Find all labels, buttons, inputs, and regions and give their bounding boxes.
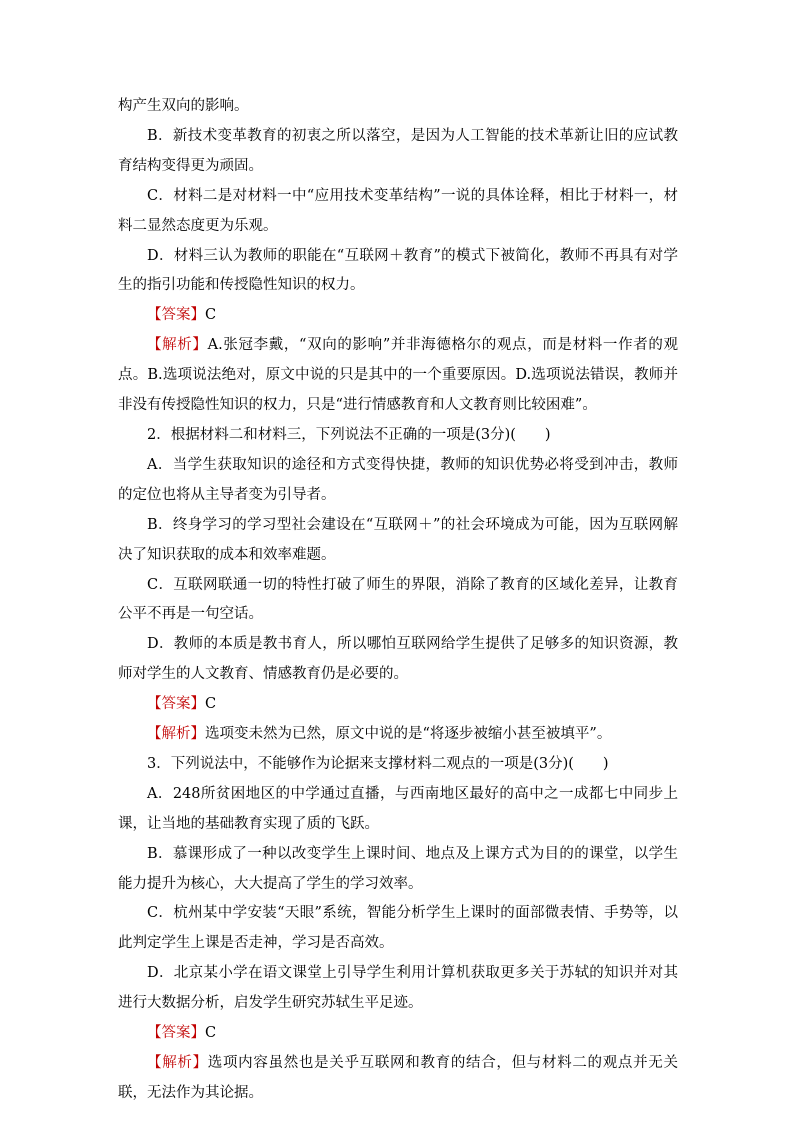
q3-analysis bbox=[118, 1049, 678, 1109]
answer-tag: 【答案】 bbox=[147, 696, 205, 713]
q2-option-b: B．终身学习的学习型社会建设在“互联网＋”的社会环境成为可能，因为互联网解决了知识获取的成本和效率难题。 bbox=[118, 516, 678, 563]
answer-value: C bbox=[205, 1025, 217, 1042]
intro-tail-text: 构产生双向的影响。 bbox=[118, 98, 249, 114]
q3-option-d: D．北京某小学在语文课堂上引导学生利用计算机获取更多关于苏轼的知识并对其进行大数据分析，启发学生研究苏轼生平足迹。 bbox=[118, 965, 678, 1012]
q3-option-a: A．248所贫困地区的中学通过直播，与西南地区最好的高中之一成都七中同步上课，让当地的基础教育实现了质的飞跃。 bbox=[118, 785, 678, 832]
q1-option-b: B．新技术变革教育的初衷之所以落空，是因为人工智能的技术革新让旧的应试教育结构变得更为顽固。 bbox=[118, 127, 678, 174]
q1-option-d: D．材料三认为教师的职能在“互联网＋教育”的模式下被简化，教师不再具有对学生的指引功能和传授隐性知识的权力。 bbox=[118, 247, 678, 294]
q1-analysis bbox=[118, 331, 678, 421]
q3-stem: 3．下列说法中，不能够作为论据来支撑材料二观点的一项是(3分)( ) bbox=[147, 755, 609, 772]
q3-answer bbox=[118, 1019, 678, 1049]
analysis-tag: 【解析】 bbox=[147, 726, 205, 743]
q2-stem: 2．根据材料二和材料三，下列说法不正确的一项是(3分)( ) bbox=[147, 426, 551, 443]
answer-value: C bbox=[205, 307, 217, 324]
q2-analysis bbox=[118, 720, 678, 750]
q2-option-c: C．互联网联通一切的特性打破了师生的界限，消除了教育的区域化差异，让教育公平不再是一句空话。 bbox=[118, 576, 678, 623]
q1-answer bbox=[118, 301, 678, 331]
q1-option-c: C．材料二是对材料一中“应用技术变革结构”一说的具体诠释，相比于材料一，材料二显然态度更为乐观。 bbox=[118, 187, 678, 234]
document-body bbox=[118, 92, 678, 1109]
q2-answer bbox=[118, 690, 678, 720]
analysis-tag: 【解析】 bbox=[147, 337, 208, 354]
q2-option-a: A．当学生获取知识的途径和方式变得快捷，教师的知识优势必将受到冲击，教师的定位也将从主导者变为引导者。 bbox=[118, 456, 678, 503]
answer-tag: 【答案】 bbox=[147, 307, 205, 324]
q3-option-b: B．慕课形成了一种以改变学生上课时间、地点及上课方式为目的的课堂，以学生能力提升为核心，大大提高了学生的学习效率。 bbox=[118, 845, 678, 892]
q3-option-c: C．杭州某中学安装“天眼”系统，智能分析学生上课时的面部微表情、手势等，以此判定学生上课是否走神，学习是否高效。 bbox=[118, 905, 678, 952]
answer-tag: 【答案】 bbox=[147, 1025, 205, 1042]
analysis-tag: 【解析】 bbox=[147, 1055, 208, 1071]
q2-option-d: D．教师的本质是教书育人，所以哪怕互联网给学生提供了足够多的知识资源，教师对学生的人文教育、情感教育仍是必要的。 bbox=[118, 636, 678, 683]
analysis-text: 选项变未然为已然，原文中说的是“将逐步被缩小甚至被填平”。 bbox=[205, 726, 612, 743]
answer-value: C bbox=[205, 696, 217, 713]
analysis-text: 选项内容虽然也是关乎互联网和教育的结合，但与材料二的观点并无关联，无法作为其论据。 bbox=[118, 1055, 678, 1101]
analysis-text: A.张冠李戴，“双向的影响”并非海德格尔的观点，而是材料一作者的观点。B.选项说法绝对，原文中说的只是其中的一个重要原因。D.选项说法错误，教师并非没有传授隐性知识的权力，只是“进行情感教育和人文教育则比较困难”。 bbox=[118, 337, 679, 414]
